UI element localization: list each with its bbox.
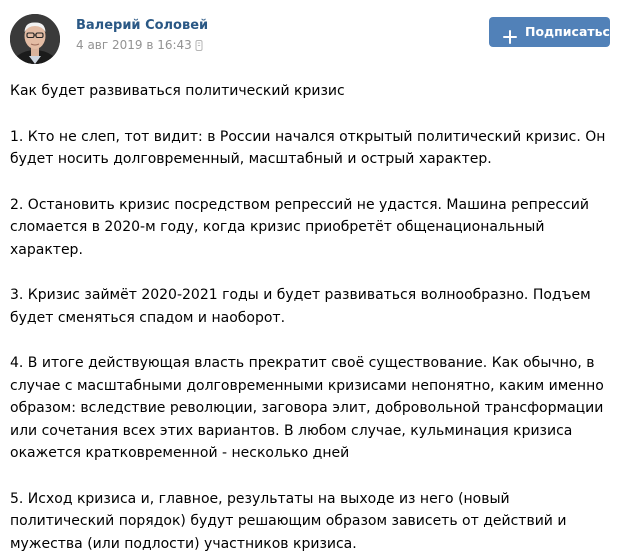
post-paragraph: 5. Исход кризиса и, главное, результаты на выходе из него (новый политический порядок) будут решающим образом зависеть от действий и мужества (или подлости) участников кризиса. <box>10 488 610 555</box>
post-title: Как будет развиваться политический кризис <box>10 80 610 103</box>
post-paragraph: 4. В итоге действующая власть прекратит своё существование. Как обычно, в случае с масштабными долговременными кризисами непонятно, каким именно образом: вследствие революции, заговора элит, добровольной трансформации или сочетания всех этих вариантов. В любом случае, кульминация кризиса окажется кратковременной - несколько дней <box>10 352 610 465</box>
edit-icon <box>195 39 203 55</box>
post-header <box>10 14 610 64</box>
post-date[interactable]: 4 авг 2019 в 16:43 <box>76 38 192 52</box>
author-info <box>76 18 436 55</box>
post-text <box>10 80 610 555</box>
plus-icon <box>503 25 517 55</box>
post-paragraph: 1. Кто не слеп, тот видит: в России начался открытый политический кризис. Он будет носить долговременный, масштабный и острый характер. <box>10 126 610 171</box>
post-meta <box>76 37 436 55</box>
author-name-link[interactable]: Валерий Соловей <box>76 18 436 34</box>
post-paragraph: 2. Остановить кризис посредством репрессий не удастся. Машина репрессий сломается в 2020-м году, когда кризис приобретёт общенациональный характер. <box>10 194 610 262</box>
subscribe-button-label: Подписаться <box>525 24 618 39</box>
post-paragraph: 3. Кризис займёт 2020-2021 годы и будет развиваться волнообразно. Подъем будет сменяться спадом и наоборот. <box>10 284 610 329</box>
person-avatar-icon <box>10 14 60 64</box>
subscribe-button[interactable] <box>489 17 610 47</box>
author-avatar[interactable] <box>10 14 60 64</box>
